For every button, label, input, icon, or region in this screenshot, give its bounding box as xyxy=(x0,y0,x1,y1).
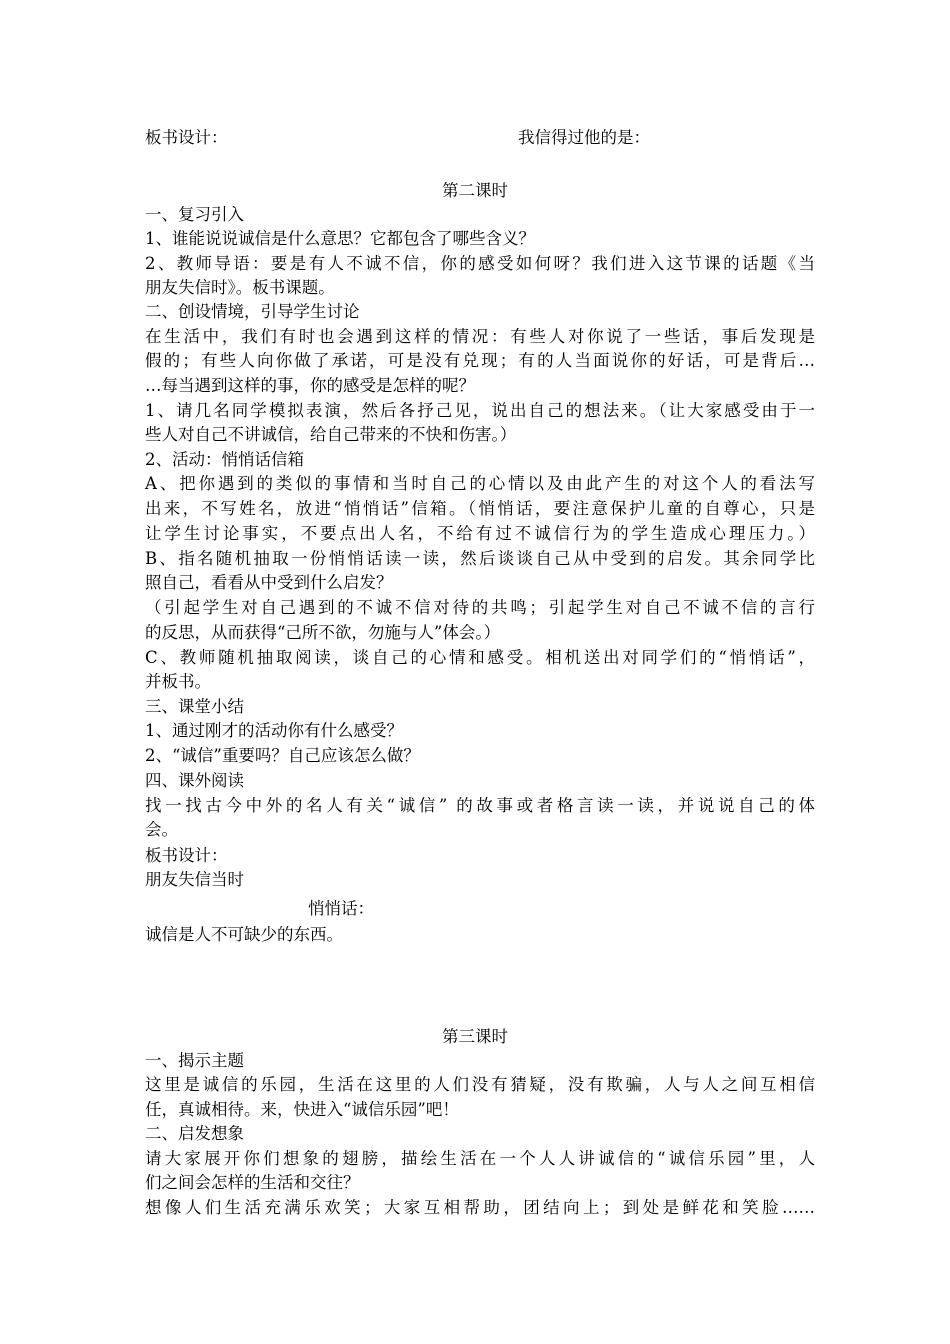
lesson3-line: 想像人们生活充满乐欢笑；大家互相帮助，团结向上；到处是鲜花和笑脸…… xyxy=(145,1198,815,1217)
lesson2-line: C、教师随机抽取阅读，谈自己的心情和感受。相机送出对同学们的“悄悄话”， xyxy=(145,648,815,667)
lesson2-line: 四、课外阅读 xyxy=(145,771,244,790)
lesson2-line: 并板书。 xyxy=(145,672,211,691)
lesson2-line: …每当遇到这样的事，你的感受是怎样的呢？ xyxy=(145,376,475,395)
lesson2-line: 在生活中，我们有时也会遇到这样的情况：有些人对你说了一些话，事后发现是 xyxy=(145,327,815,346)
lesson2-line: B、指名随机抽取一份悄悄话读一读，然后谈谈自己从中受到的启发。其余同学比 xyxy=(145,549,815,568)
lesson2-line: 板书设计： xyxy=(145,846,228,865)
lesson2-line: 三、课堂小结 xyxy=(145,697,244,716)
lesson3-line: 请大家展开你们想象的翅膀，描绘生活在一个人人讲诚信的“诚信乐园”里，人 xyxy=(145,1149,815,1168)
lesson2-line: 一、复习引入 xyxy=(145,205,244,224)
lesson2-line: 会。 xyxy=(145,820,178,839)
lesson3-line: 任，真诚相待。来，快进入“诚信乐园”吧！ xyxy=(145,1100,459,1119)
lesson2-line: （引起学生对自己遇到的不诚不信对待的共鸣；引起学生对自己不诚不信的言行 xyxy=(145,598,815,617)
lesson2-line: 2、教师导语：要是有人不诚不信，你的感受如何呀？我们进入这节课的话题《当 xyxy=(145,254,815,273)
lesson2-line: 朋友失信时》。板书课题。 xyxy=(145,278,335,297)
board-quiet-words: 悄悄话： xyxy=(308,899,374,918)
lesson3-line: 一、揭示主题 xyxy=(145,1051,244,1070)
lesson2-line: 二、创设情境，引导学生讨论 xyxy=(145,302,360,321)
lesson2-line: 假的；有些人向你做了承诺，可是没有兑现；有的人当面说你的好话，可是背后… xyxy=(145,351,815,370)
lesson3-line: 二、启发想象 xyxy=(145,1124,244,1143)
lesson3-title: 第三课时 xyxy=(442,1027,508,1046)
lesson2-line: 1、谁能说说诚信是什么意思？它都包含了哪些含义？ xyxy=(145,229,535,248)
lesson2-title: 第二课时 xyxy=(442,181,508,200)
lesson2-line: 1、请几名同学模拟表演，然后各抒己见，说出自己的想法来。（让大家感受由于一 xyxy=(145,401,815,420)
lesson3-line: 们之间会怎样的生活和交往？ xyxy=(145,1173,360,1192)
lesson2-line: 出来，不写姓名，放进“悄悄话”信箱。（悄悄话，要注意保护儿童的自尊心，只是 xyxy=(145,499,815,518)
lesson2-line: 1、通过刚才的活动你有什么感受？ xyxy=(145,721,403,740)
board-design-label: 板书设计： xyxy=(145,128,228,147)
lesson3-line: 这里是诚信的乐园，生活在这里的人们没有猜疑，没有欺骗，人与人之间互相信 xyxy=(145,1075,815,1094)
lesson2-line: A、把你遇到的类似的事情和当时自己的心情以及由此产生的对这个人的看法写 xyxy=(145,474,815,493)
lesson2-line: 照自己，看看从中受到什么启发？ xyxy=(145,573,393,592)
lesson2-line: 找一找古今中外的名人有关“诚信” 的故事或者格言读一读，并说说自己的体 xyxy=(145,796,815,815)
lesson2-line: 2、活动：悄悄话信箱 xyxy=(145,450,304,469)
lesson2-line: 2、“诚信”重要吗？自己应该怎么做？ xyxy=(145,746,420,765)
lesson2-line: 让学生讨论事实，不要点出人名，不给有过不诚信行为的学生造成心理压力。） xyxy=(145,524,815,543)
lesson2-line: 些人对自己不讲诚信，给自己带来的不快和伤害。） xyxy=(145,425,517,444)
lesson2-line: 的反思，从而获得“己所不欲，勿施与人”体会。） xyxy=(145,623,501,642)
lesson2-line: 朋友失信当时 xyxy=(145,870,244,889)
trust-label: 我信得过他的是： xyxy=(518,128,650,147)
board-last-line: 诚信是人不可缺少的东西。 xyxy=(145,925,343,944)
